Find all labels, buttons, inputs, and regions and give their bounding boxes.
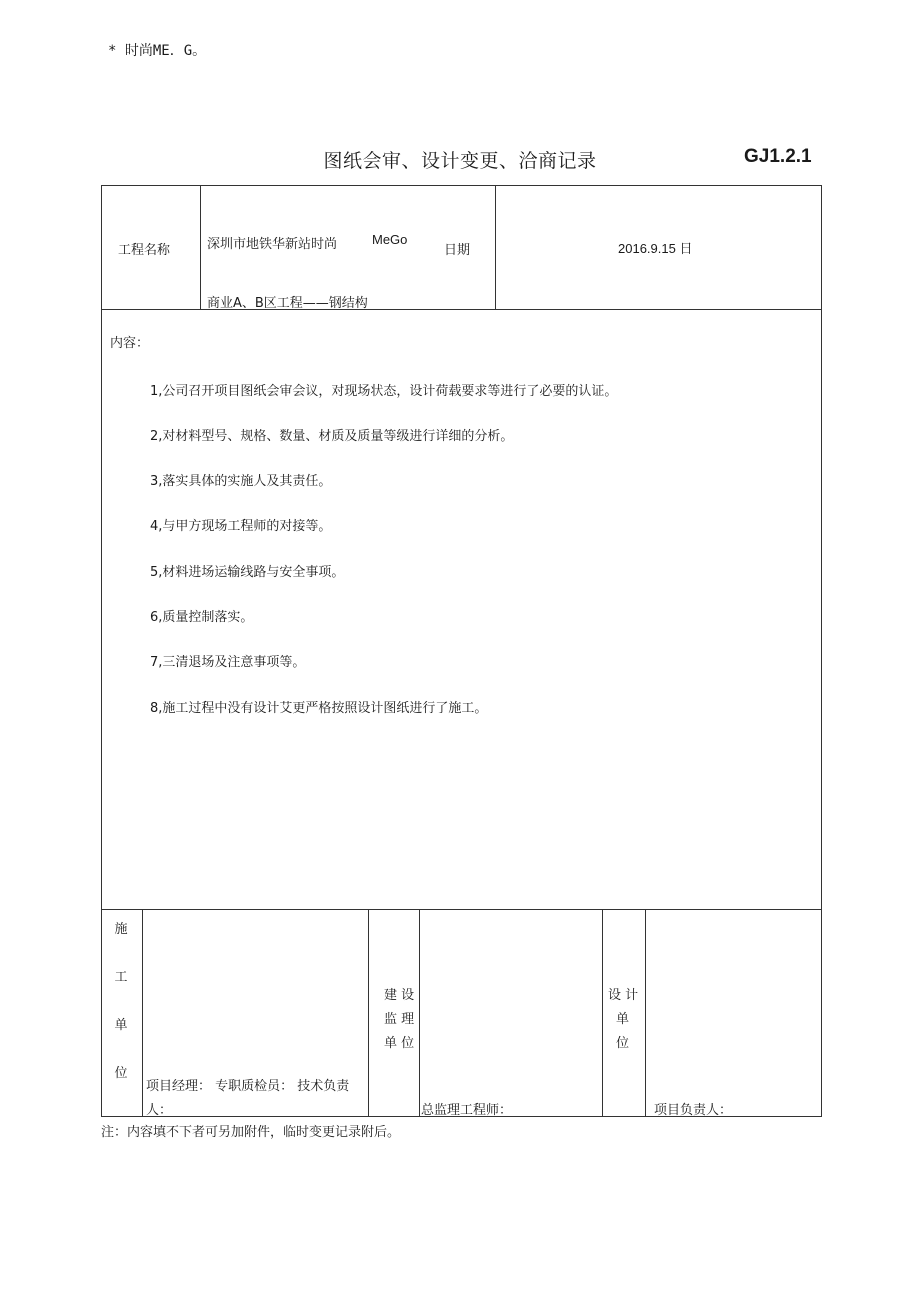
signature-divider-1 xyxy=(142,909,143,1117)
date-value: 2016.9.15 日 xyxy=(618,241,693,256)
design-unit-label-line: 设 计 xyxy=(608,988,639,1003)
info-row-divider-1 xyxy=(200,185,201,309)
content-item: 8,施工过程中没有设计艾更严格按照设计图纸进行了施工。 xyxy=(150,701,488,716)
info-row-divider-2 xyxy=(495,185,496,309)
project-name-brand: MeGo xyxy=(372,232,408,247)
construction-unit-char: 位 xyxy=(114,1066,128,1081)
content-item: 4,与甲方现场工程师的对接等。 xyxy=(150,519,332,534)
signature-divider-2 xyxy=(368,909,369,1117)
construction-unit-char: 工 xyxy=(114,970,128,985)
construction-roles-line2: 人： xyxy=(146,1103,173,1118)
document-title: 图纸会审、设计变更、洽商记录 xyxy=(323,150,597,172)
construction-unit-char: 单 xyxy=(114,1018,128,1033)
content-item: 7,三清退场及注意事项等。 xyxy=(150,655,306,670)
signature-divider-4 xyxy=(602,909,603,1117)
project-name-line1: 深圳市地铁华新站时尚 xyxy=(207,237,338,252)
content-item: 3,落实具体的实施人及其责任。 xyxy=(150,474,332,489)
construction-unit-char: 施 xyxy=(114,922,128,937)
project-name-line2: 商业A、B区工程——钢结构 xyxy=(207,296,368,311)
construction-roles-line1: 项目经理： 专职质检员： 技术负责 xyxy=(146,1079,350,1094)
content-item: 2,对材料型号、规格、数量、材质及质量等级进行详细的分析。 xyxy=(150,429,514,444)
design-unit-label-line: 位 xyxy=(616,1036,630,1051)
supervision-unit-label-line: 监 理 xyxy=(384,1012,415,1027)
signature-row-top-border xyxy=(101,909,822,910)
signature-divider-3 xyxy=(419,909,420,1117)
content-item: 6,质量控制落实。 xyxy=(150,610,254,625)
signature-divider-5 xyxy=(645,909,646,1117)
content-item: 1,公司召开项目图纸会审会议，对现场状态，设计荷载要求等进行了必要的认证。 xyxy=(150,384,618,399)
footer-note: 注：内容填不下者可另加附件，临时变更记录附后。 xyxy=(101,1125,401,1140)
design-unit-label-line: 单 xyxy=(616,1012,630,1027)
chief-supervision-engineer-label: 总监理工程师： xyxy=(421,1103,513,1118)
date-label: 日期 xyxy=(444,243,471,258)
supervision-unit-label-line: 建 设 xyxy=(384,988,415,1003)
header-note: * 时尚ME．G。 xyxy=(108,43,207,59)
project-leader-label: 项目负责人： xyxy=(654,1103,733,1118)
project-name-label: 工程名称 xyxy=(118,243,171,258)
content-item: 5,材料进场运输线路与安全事项。 xyxy=(150,565,345,580)
document-code: GJ1.2.1 xyxy=(744,146,812,167)
supervision-unit-label-line: 单 位 xyxy=(384,1036,415,1051)
content-label: 内容： xyxy=(110,336,150,351)
